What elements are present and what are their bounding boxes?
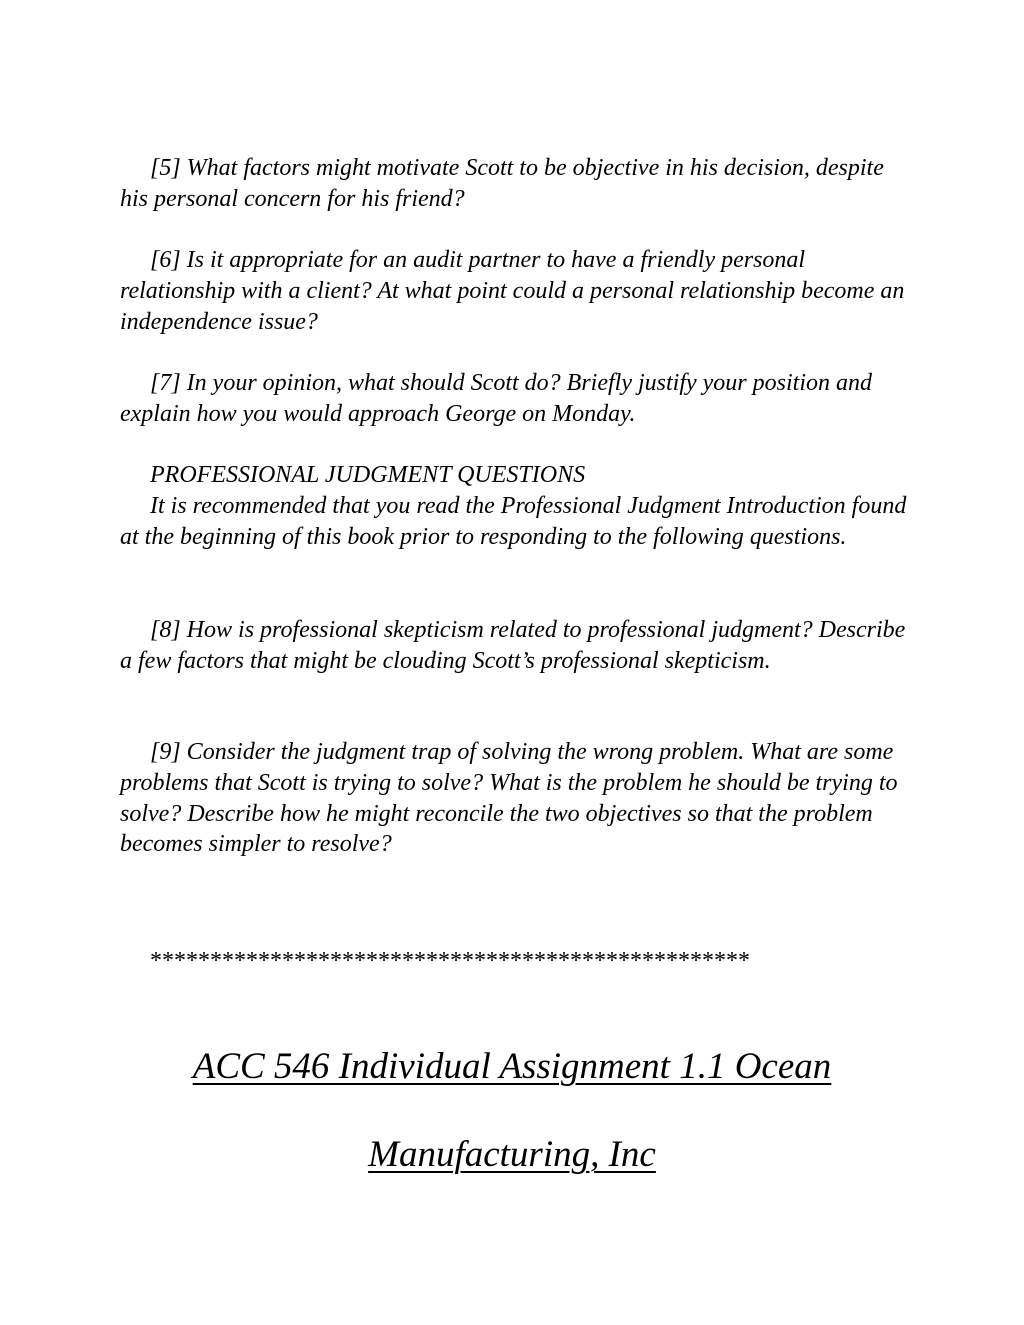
question-8 (120, 615, 910, 677)
question-9 (120, 737, 910, 860)
asterisk-separator: ************************************************** (150, 948, 750, 974)
question-6 (120, 245, 910, 337)
question-5-text: [5] What factors might motivate Scott to be objective in his decision, despite his personal concern for his friend? (120, 155, 884, 212)
question-8-text: [8] How is professional skepticism related to professional judgment? Describe a few factors that might be clouding Scott’s professional skepticism. (120, 617, 906, 674)
question-7-text: [7] In your opinion, what should Scott do? Briefly justify your position and explain how you would approach George on Monday. (120, 370, 872, 427)
question-9-text: [9] Consider the judgment trap of solving the wrong problem. What are some problems that Scott is trying to solve? What is the problem he should be trying to solve? Describe how he might reconcile the two objectives so that the problem becomes simpler to resolve? (120, 739, 898, 858)
section-heading: PROFESSIONAL JUDGMENT QUESTIONS (150, 462, 586, 488)
professional-judgment-section (120, 460, 910, 552)
question-7 (120, 368, 910, 430)
assignment-title-line-2: Manufacturing, Inc (368, 1134, 656, 1175)
question-5 (120, 153, 910, 215)
question-6-text: [6] Is it appropriate for an audit partner to have a friendly personal relationship with a client? At what point could a personal relationship become an independence issue? (120, 247, 905, 335)
assignment-title-line-1: ACC 546 Individual Assignment 1.1 Ocean (192, 1046, 832, 1087)
section-intro: It is recommended that you read the Professional Judgment Introduction found at the beginning of this book prior to responding to the following questions. (120, 492, 907, 550)
